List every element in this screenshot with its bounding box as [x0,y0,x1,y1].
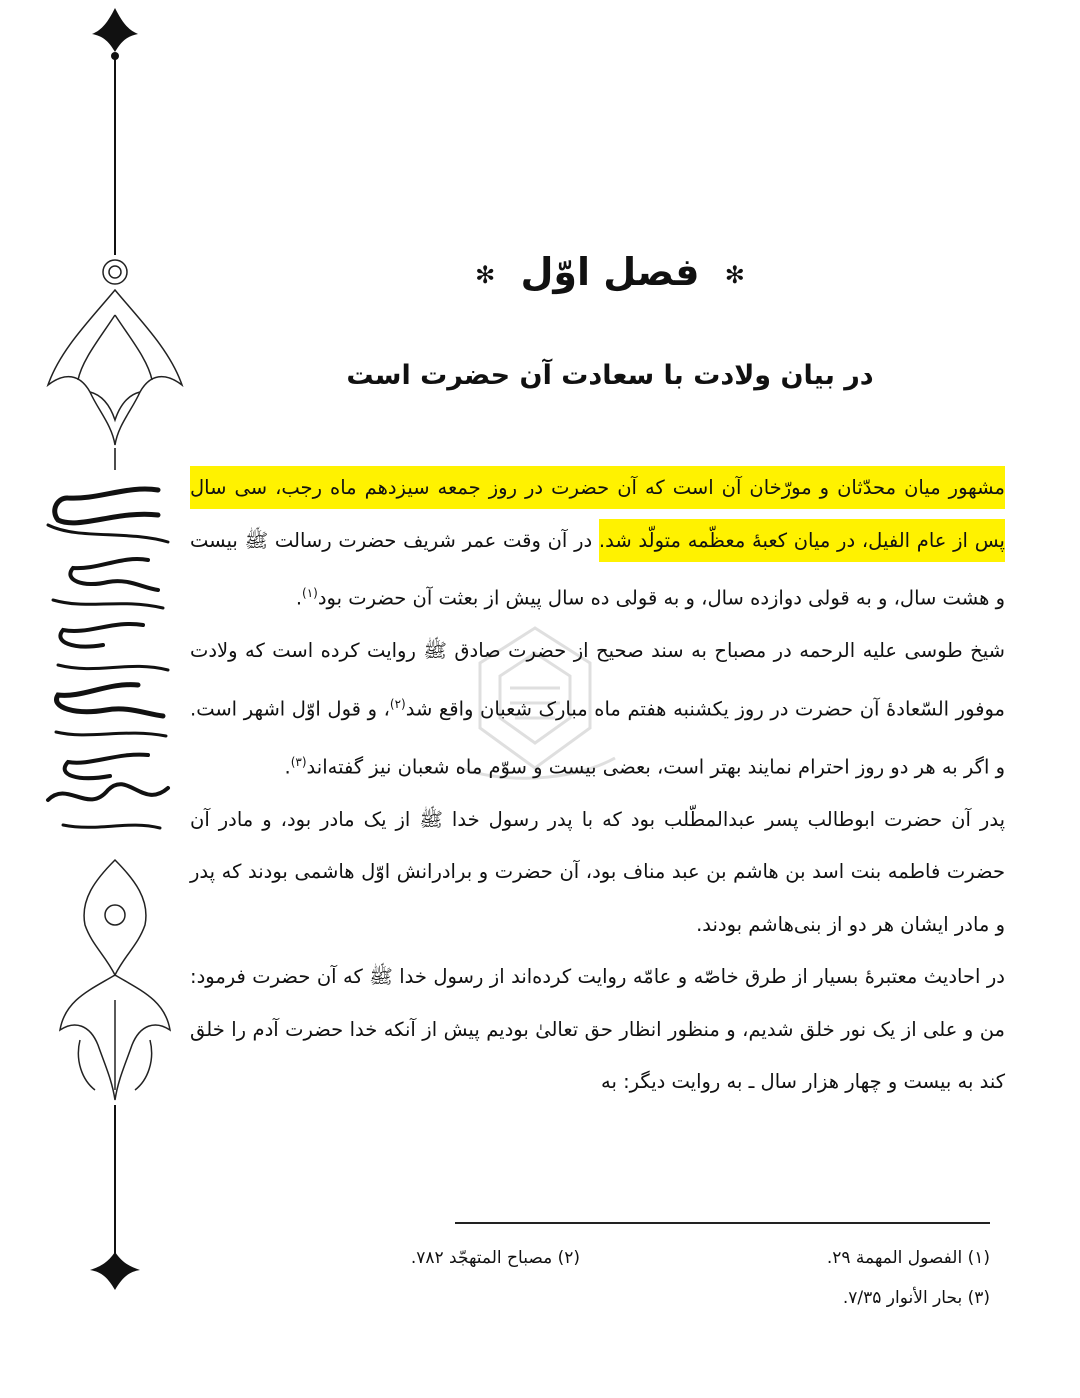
names-calligraphy [28,470,178,850]
body-text [190,462,1005,1109]
footnote-ref[interactable]: (۳) [290,754,307,769]
footnote-divider [455,1222,990,1224]
paragraph-1 [190,462,1005,625]
paragraph-4: در احادیث معتبرهٔ بسیار از طرق خاصّه و عامّه روایت کرده‌اند از رسول خدا ﷺ که آن حضرت فرمود: من و علی از یک نور خلق شدیم، و منظور انظار حق تعالیٰ بودیم پیش از آنکه خدا حضرت آدم را خلق کند به بیست و چهار هزار سال ـ به روایت دیگر: به [190,965,1005,1093]
paragraph-3: پدر آن حضرت ابوطالب پسر عبدالمطّلب بود که با پدر رسول خدا ﷺ از یک مادر بود، و مادر آن حضرت فاطمه بنت اسد بن هاشم بن عبد مناف بود، آن حضرت و برادرانش اوّل هاشمی بودند که پدر و مادر ایشان هر دو از بنی‌هاشم بودند. [190,807,1005,936]
paragraph-text: ، و قول اوّل اشهر است. و اگر به هر دو روز احترام نمایند بهتر است، بعضی بیست و سوّم ماه شعبان نیز گفته‌اند [190,697,1005,778]
highlighted-text: مشهور میان محدّثان و مورّخان آن است که آن حضرت در روز جمعه سیزدهم ماه رجب، سی سال پس از عام الفیل، در میان کعبهٔ معظّمه متولّد شد. [190,466,1005,562]
paragraph-2 [190,625,1005,794]
footnote-1: (۱) الفصول المهمة ۲۹. [826,1248,990,1268]
chapter-title-text: فصل اوّل [520,250,700,294]
footnote-3: (۳) بحار الأنوار ۷/۳۵. [842,1288,990,1308]
chapter-subtitle: در بیان ولادت با سعادت آن حضرت است [346,360,874,391]
paragraph-text: در آن وقت عمر شریف حضرت رسالت ﷺ بیست و هشت سال، و به قولی دوازده سال، و به قولی ده سال پیش از بعثت آن حضرت بود [190,528,1005,610]
footnote-ref[interactable]: (۱) [302,586,318,600]
footnote-2: (۲) مصباح المتهجّد ۷۸۲. [410,1248,580,1268]
footnotes [340,1248,990,1338]
calligraphy-icon [28,470,178,850]
paragraph-text: شیخ طوسی علیه الرحمه در مصباح به سند صحیح از حضرت صادق ﷺ روایت کرده است که ولادت موفور السّعادهٔ آن حضرت در روز یکشنبه هفتم ماه مبارک شعبان واقع شد [190,639,1005,720]
footnote-ref[interactable]: (۲) [389,696,406,711]
sentence-end: . [295,586,303,610]
chapter-title [380,250,840,294]
star-ornament-icon: ✻ [724,260,745,289]
sentence-end: . [284,755,291,778]
star-ornament-icon: ✻ [475,260,496,289]
